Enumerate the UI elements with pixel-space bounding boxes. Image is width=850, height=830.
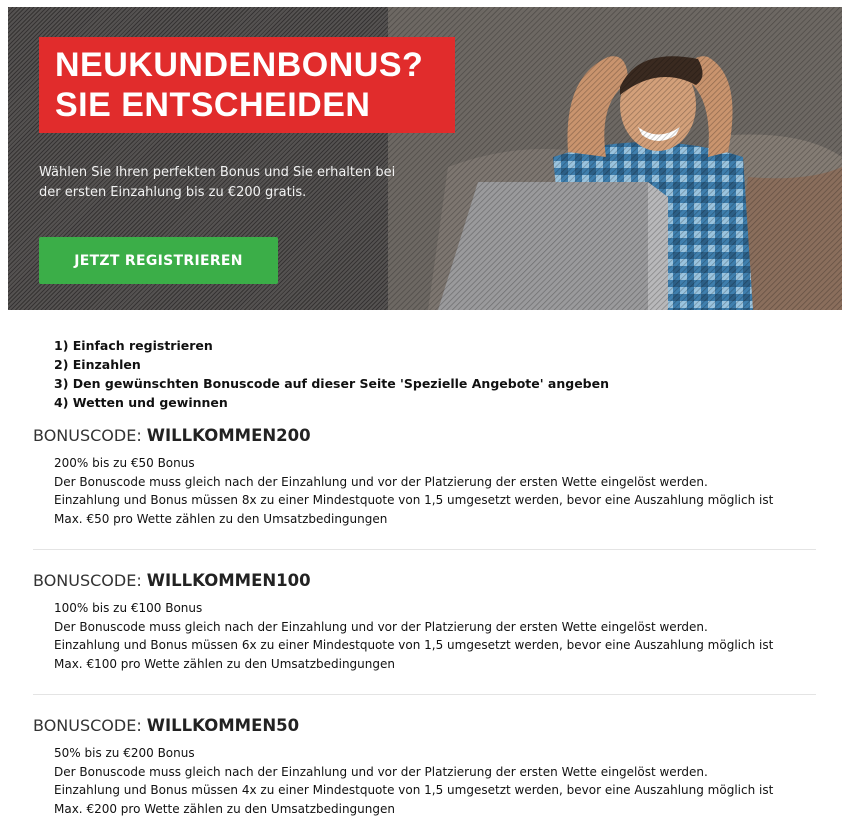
bonus-terms — [33, 454, 816, 528]
bonus-terms — [33, 599, 816, 673]
bonus-code-title — [33, 570, 816, 592]
step-item: 1) Einfach registrieren — [54, 338, 213, 353]
bonus-term: Einzahlung und Bonus müssen 8x zu einer Mindestquote von 1,5 umgesetzt werden, bevor eine Auszahlung möglich ist — [54, 493, 774, 507]
bonus-code-value: WILLKOMMEN100 — [146, 571, 311, 590]
divider — [33, 694, 816, 695]
bonus-offer-willkommen50 — [33, 715, 816, 818]
bonus-code-label: BONUSCODE: — [33, 716, 147, 735]
register-button[interactable]: JETZT REGISTRIEREN — [39, 237, 278, 284]
bonus-term: Einzahlung und Bonus müssen 4x zu einer Mindestquote von 1,5 umgesetzt werden, bevor eine Auszahlung möglich ist — [54, 783, 774, 797]
bonus-headline: 100% bis zu €100 Bonus — [54, 601, 203, 615]
bonus-term: Max. €200 pro Wette zählen zu den Umsatzbedingungen — [54, 801, 395, 816]
bonus-code-label: BONUSCODE: — [33, 426, 147, 445]
bonus-term: Der Bonuscode muss gleich nach der Einzahlung und vor der Platzierung der ersten Wette eingelöst werden. — [54, 764, 708, 779]
bonus-offer-willkommen200 — [33, 425, 816, 528]
bonus-offer-willkommen100 — [33, 570, 816, 673]
step-item: 2) Einzahlen — [54, 357, 141, 372]
bonus-term: Der Bonuscode muss gleich nach der Einzahlung und vor der Platzierung der ersten Wette eingelöst werden. — [54, 619, 708, 634]
bonus-term: Einzahlung und Bonus müssen 6x zu einer Mindestquote von 1,5 umgesetzt werden, bevor eine Auszahlung möglich ist — [54, 638, 774, 652]
hero-banner — [8, 7, 842, 310]
bonus-term: Max. €100 pro Wette zählen zu den Umsatzbedingungen — [54, 656, 395, 671]
bonus-term: Max. €50 pro Wette zählen zu den Umsatzbedingungen — [54, 511, 388, 526]
hero-title — [39, 37, 455, 133]
bonus-code-title — [33, 715, 816, 737]
steps-list — [54, 336, 609, 412]
bonus-code-value: WILLKOMMEN50 — [146, 716, 300, 735]
divider — [33, 549, 816, 550]
bonus-terms — [33, 744, 816, 818]
bonus-term: Der Bonuscode muss gleich nach der Einzahlung und vor der Platzierung der ersten Wette eingelöst werden. — [54, 474, 708, 489]
hero-title-line2: SIE ENTSCHEIDEN — [55, 86, 371, 124]
step-item: 3) Den gewünschten Bonuscode auf dieser Seite 'Spezielle Angebote' angeben — [54, 376, 609, 391]
hero-title-line1: NEUKUNDENBONUS? — [55, 46, 424, 84]
bonus-code-title — [33, 425, 816, 447]
bonus-code-label: BONUSCODE: — [33, 571, 147, 590]
step-item: 4) Wetten und gewinnen — [54, 395, 228, 410]
bonus-headline: 50% bis zu €200 Bonus — [54, 746, 195, 760]
bonus-code-value: WILLKOMMEN200 — [146, 426, 311, 445]
hero-description: Wählen Sie Ihren perfekten Bonus und Sie erhalten bei der ersten Einzahlung bis zu €200 gratis. — [39, 165, 396, 200]
bonus-headline: 200% bis zu €50 Bonus — [54, 456, 195, 470]
